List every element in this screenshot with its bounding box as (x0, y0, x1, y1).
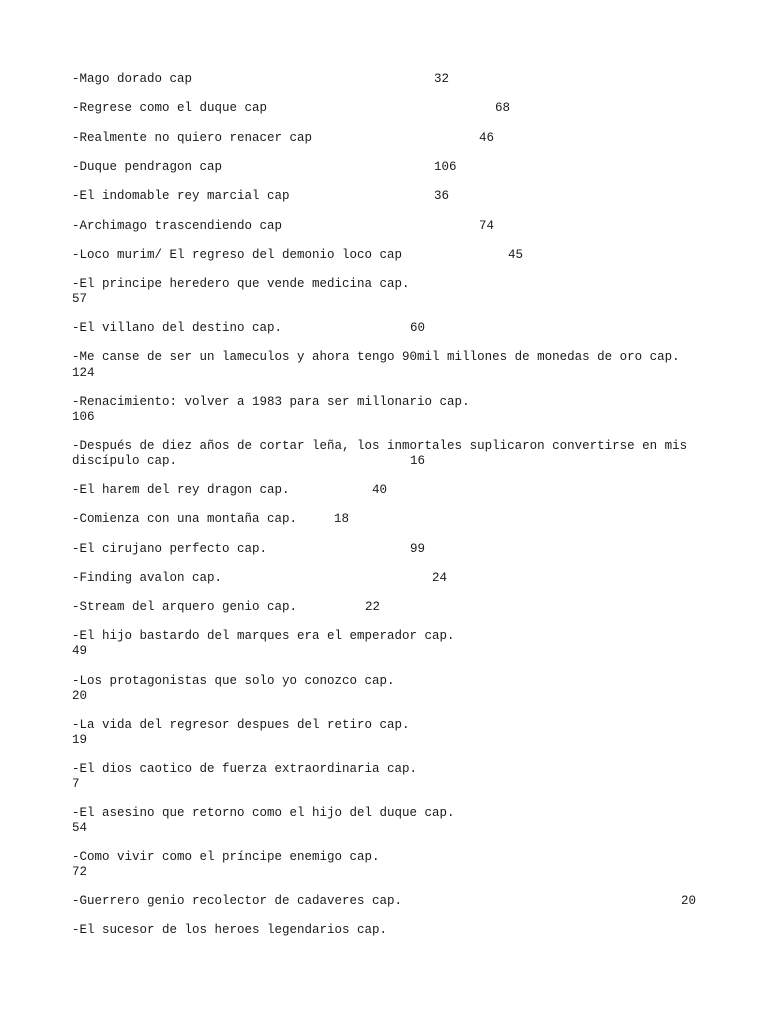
entry-chapter: 68 (495, 101, 511, 115)
entry-title: -El indomable rey marcial cap (72, 189, 290, 203)
entry-chapter: 49 (72, 644, 88, 658)
entry-chapter: 46 (479, 131, 495, 145)
entry-title: -El principe heredero que vende medicina cap. (72, 277, 410, 291)
entry-title: -Guerrero genio recolector de cadaveres cap. (72, 894, 403, 908)
entry-title: -Comienza con una montaña cap. (72, 512, 298, 526)
entry-title: -La vida del regresor despues del retiro cap. (72, 718, 410, 732)
entry-chapter: 45 (508, 248, 524, 262)
entry-chapter: 20 (72, 689, 88, 703)
entry-chapter: 124 (72, 366, 95, 380)
entry-title: -Realmente no quiero renacer cap (72, 131, 313, 145)
entry-chapter: 20 (681, 894, 697, 908)
entry-chapter: 99 (410, 542, 426, 556)
entry-chapter: 16 (410, 454, 426, 468)
entry-chapter: 60 (410, 321, 426, 335)
entry-chapter: 32 (434, 72, 450, 86)
entry-chapter: 22 (365, 600, 381, 614)
entry-title: -El dios caotico de fuerza extraordinaria cap. (72, 762, 418, 776)
entry-chapter: 106 (72, 410, 95, 424)
entry-chapter: 40 (372, 483, 388, 497)
entry-title: -Loco murim/ El regreso del demonio loco cap (72, 248, 403, 262)
entry-title: -Los protagonistas que solo yo conozco cap. (72, 674, 395, 688)
entry-chapter: 54 (72, 821, 88, 835)
entry-chapter: 24 (432, 571, 448, 585)
entry-title: -Duque pendragon cap (72, 160, 223, 174)
entry-chapter: 19 (72, 733, 88, 747)
entry-chapter: 18 (334, 512, 350, 526)
entry-title: -Mago dorado cap (72, 72, 193, 86)
entry-chapter: 57 (72, 292, 88, 306)
entry-title: -Como vivir como el príncipe enemigo cap. (72, 850, 380, 864)
entry-title: -Finding avalon cap. (72, 571, 223, 585)
entry-title: -Me canse de ser un lameculos y ahora tengo 90mil millones de monedas de oro cap. (72, 350, 680, 364)
entry-title: -El villano del destino cap. (72, 321, 283, 335)
entry-title: -El asesino que retorno como el hijo del duque cap. (72, 806, 455, 820)
entry-title: -Stream del arquero genio cap. (72, 600, 298, 614)
entry-title: -Archimago trascendiendo cap (72, 219, 283, 233)
entry-title: -El hijo bastardo del marques era el emperador cap. (72, 629, 455, 643)
entry-chapter: 106 (434, 160, 457, 174)
entry-title: -Después de diez años de cortar leña, los inmortales suplicaron convertirse en mis (72, 439, 688, 453)
entry-title: -El harem del rey dragon cap. (72, 483, 290, 497)
entry-chapter: 74 (479, 219, 495, 233)
entry-title-continuation: discípulo cap. (72, 454, 178, 468)
entry-chapter: 7 (72, 777, 80, 791)
entry-title: -El cirujano perfecto cap. (72, 542, 268, 556)
entry-chapter: 36 (434, 189, 450, 203)
entry-title: -Regrese como el duque cap (72, 101, 268, 115)
entry-title: -El sucesor de los heroes legendarios cap. (72, 923, 388, 937)
entry-chapter: 72 (72, 865, 88, 879)
entry-title: -Renacimiento: volver a 1983 para ser millonario cap. (72, 395, 470, 409)
